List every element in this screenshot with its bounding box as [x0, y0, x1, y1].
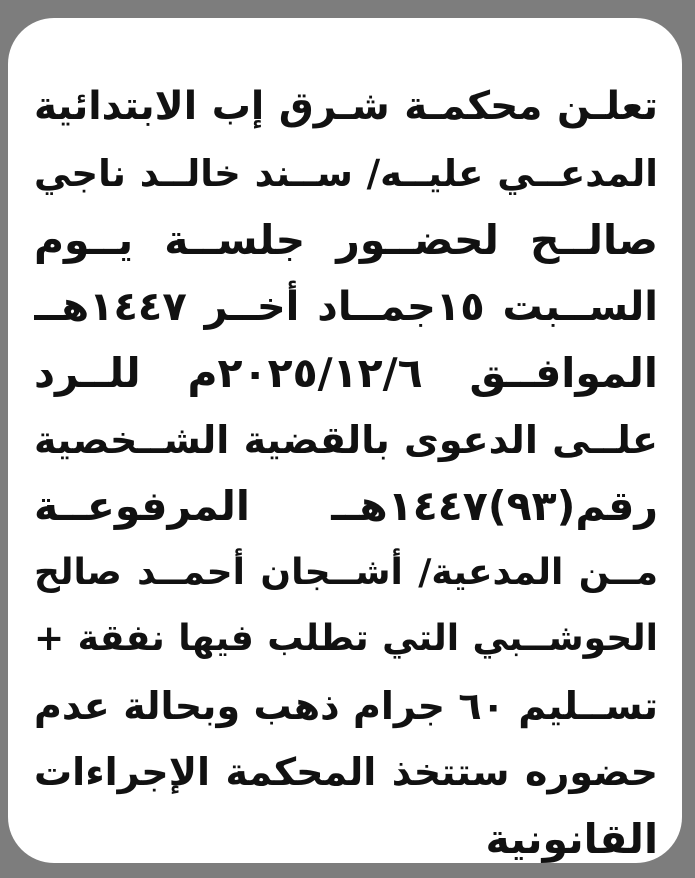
notice-line: تعلـن محكمـة شـرق إب الابتدائية — [34, 84, 658, 129]
notice-line: رقم(٩٣)١٤٤٧هــ المرفوعــة — [34, 482, 658, 530]
notice-card — [8, 18, 682, 863]
notice-line: صالــح لحضــور جلســة يــوم — [34, 216, 658, 264]
notice-line: الموافــق ٢٠٢٥/١٢/٦م للــرد — [34, 349, 658, 397]
notice-line: علــى الدعوى بالقضية الشــخصية — [34, 417, 658, 462]
notice-line: مــن المدعية/ أشــجان أحمــد صالح — [34, 551, 658, 593]
notice-line: الســبت ١٥جمــاد أخــر ١٤٤٧هــ — [34, 283, 658, 330]
notice-line: حضوره ستتخذ المحكمة الإجراءات — [34, 750, 658, 794]
notice-line: تســليم ٦٠ جرام ذهب وبحالة عدم — [34, 683, 658, 728]
notice-line: القانونية — [485, 814, 658, 863]
notice-text-block — [34, 74, 658, 872]
notice-line: الحوشــبي التي تطلب فيها نفقة + — [34, 618, 658, 659]
notice-line: المدعــي عليــه/ ســند خالــد ناجي — [34, 151, 658, 195]
